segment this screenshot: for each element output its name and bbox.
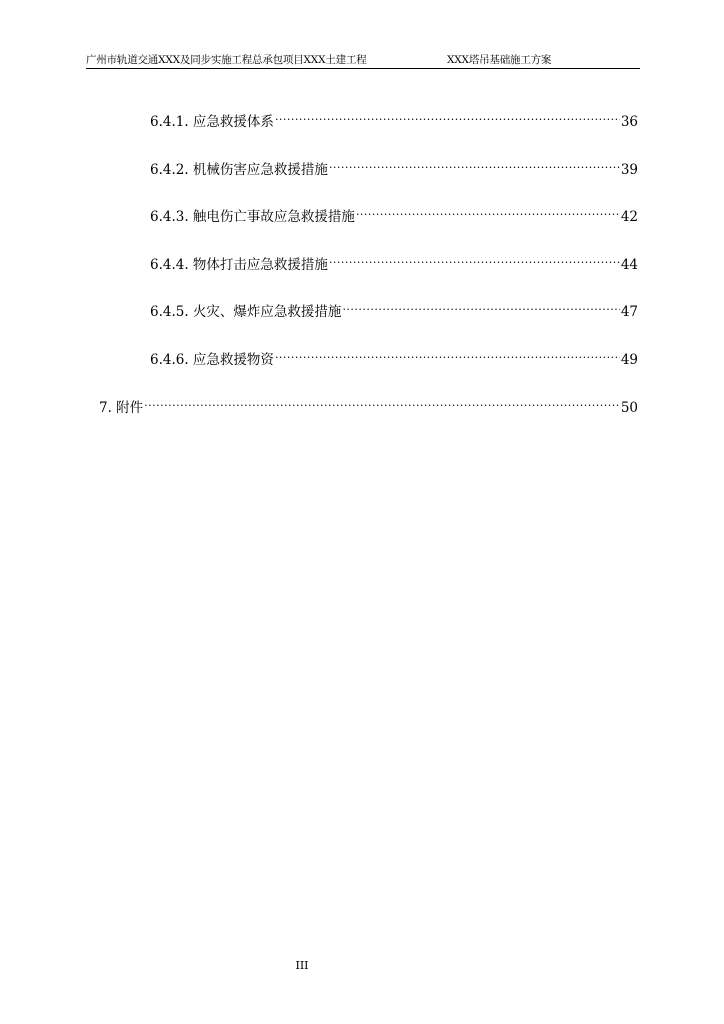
toc-dot-leader [144, 392, 620, 412]
toc-entry-label: 6.4.4. 物体打击应急救援措施 [150, 257, 328, 273]
toc-dot-leader [329, 154, 620, 174]
toc-entry-label: 6.4.3. 触电伤亡事故应急救援措施 [150, 209, 355, 225]
page-number: III [295, 959, 309, 972]
toc-entry-7[interactable] [99, 392, 638, 416]
toc-entry-page: 49 [620, 352, 638, 368]
header-document-title: XXX塔吊基础施工方案 [447, 54, 552, 66]
toc-entry-label: 7. 附件 [99, 400, 144, 416]
toc-entry-page: 44 [620, 257, 638, 273]
toc-entry-label: 6.4.6. 应急救援物资 [150, 352, 274, 368]
toc-entry-page: 36 [620, 114, 638, 130]
toc-dot-leader [275, 106, 620, 126]
toc-entry-label: 6.4.5. 火灾、爆炸应急救援措施 [150, 304, 342, 320]
toc-dot-leader [342, 296, 619, 316]
toc-dot-leader [329, 249, 620, 269]
toc-entry-page: 39 [620, 162, 638, 178]
toc-entry-6-4-1[interactable] [150, 106, 638, 130]
toc-dot-leader [356, 201, 620, 221]
toc-entry-label: 6.4.2. 机械伤害应急救援措施 [150, 162, 328, 178]
toc-entry-page: 47 [620, 304, 638, 320]
toc-entry-6-4-5[interactable] [150, 296, 638, 320]
header-project-title: 广州市轨道交通XXX及同步实施工程总承包项目XXX土建工程 [86, 54, 367, 66]
toc-entry-page: 42 [620, 209, 638, 225]
toc-entry-label: 6.4.1. 应急救援体系 [150, 114, 274, 130]
toc-dot-leader [275, 344, 620, 364]
toc-entry-page: 50 [620, 400, 638, 416]
toc-entry-6-4-2[interactable] [150, 154, 638, 178]
toc-entry-6-4-4[interactable] [150, 249, 638, 273]
toc-entry-6-4-3[interactable] [150, 201, 638, 225]
toc-entry-6-4-6[interactable] [150, 344, 638, 368]
page-header [86, 52, 640, 69]
